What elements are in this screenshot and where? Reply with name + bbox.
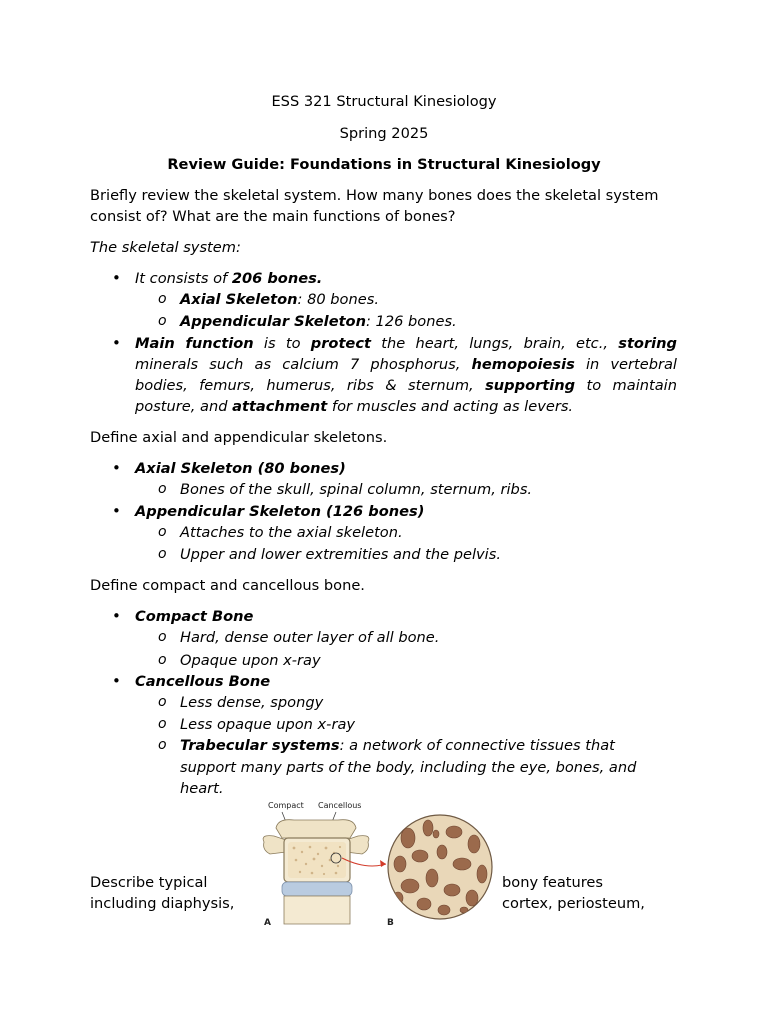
appendicular-count-item: Appendicular Skeleton: 126 bones. [180,313,457,330]
appendicular-description-2: Upper and lower extremities and the pelvis. [180,546,501,563]
bullet-icon: • [112,269,121,287]
bone-figure [258,798,494,928]
bullet-icon: • [112,459,121,477]
sub-bullet-icon: o [158,737,167,753]
bones-count-item: It consists of 206 bones. [135,270,323,287]
question-1-line-1: Briefly review the skeletal system. How many bones does the skeletal system [90,187,659,204]
term: Spring 2025 [339,125,429,142]
trabecular-line-1: Trabecular systems: a network of connective tissues that [180,737,615,754]
sub-bullet-icon: o [158,291,167,307]
sub-bullet-icon: o [158,652,167,668]
sub-bullet-icon: o [158,629,167,645]
sub-bullet-icon: o [158,481,167,497]
axial-description: Bones of the skull, spinal column, sternum, ribs. [180,481,533,498]
cancellous-bone-heading: Cancellous Bone [135,673,271,690]
cancellous-desc-2: Less opaque upon x-ray [180,716,356,733]
main-function-line-1: Main function is to protect the heart, lungs, brain, etc., storing [135,335,677,352]
axial-heading: Axial Skeleton (80 bones) [135,460,346,477]
question-4-right-1: bony features [502,874,604,891]
sub-bullet-icon: o [158,313,167,329]
sub-bullet-icon: o [158,716,167,732]
sub-bullet-icon: o [158,546,167,562]
question-4-right-2: cortex, periosteum, [502,895,645,912]
trabecular-line-2: support many parts of the body, including the eye, bones, and [180,759,637,776]
compact-bone-desc-2: Opaque upon x-ray [180,652,321,669]
compact-bone-heading: Compact Bone [135,608,254,625]
panel-a-label: A [264,918,271,928]
question-4-left-1: Describe typical [90,874,208,891]
panel-b-label: B [387,918,394,928]
sub-bullet-icon: o [158,524,167,540]
appendicular-description-1: Attaches to the axial skeleton. [180,524,403,541]
question-1-line-2: consist of? What are the main functions of bones? [90,208,456,225]
compact-bone-desc-1: Hard, dense outer layer of all bone. [180,629,440,646]
main-function-line-3: bodies, femurs, humerus, ribs & sternum, supporting to maintain [135,377,677,394]
skeletal-system-intro: The skeletal system: [90,239,241,256]
sub-bullet-icon: o [158,694,167,710]
main-function-line-2: minerals such as calcium 7 phosphorus, hemopoiesis in vertebral [135,356,677,373]
compact-label: Compact [268,801,304,810]
bullet-icon: • [112,607,121,625]
cancellous-label: Cancellous [318,801,362,810]
axial-count-item: Axial Skeleton: 80 bones. [180,291,379,308]
question-2-prompt: Define axial and appendicular skeletons. [90,429,388,446]
appendicular-heading: Appendicular Skeleton (126 bones) [135,503,425,520]
question-3-prompt: Define compact and cancellous bone. [90,577,365,594]
bullet-icon: • [112,672,121,690]
main-function-line-4: posture, and attachment for muscles and acting as levers. [135,398,574,415]
cancellous-desc-1: Less dense, spongy [180,694,324,711]
bullet-icon: • [112,334,121,352]
trabecular-line-3: heart. [180,780,224,797]
course-title: ESS 321 Structural Kinesiology [271,93,497,110]
guide-title: Review Guide: Foundations in Structural Kinesiology [167,156,601,173]
question-4-left-2: including diaphysis, [90,895,235,912]
bullet-icon: • [112,502,121,520]
